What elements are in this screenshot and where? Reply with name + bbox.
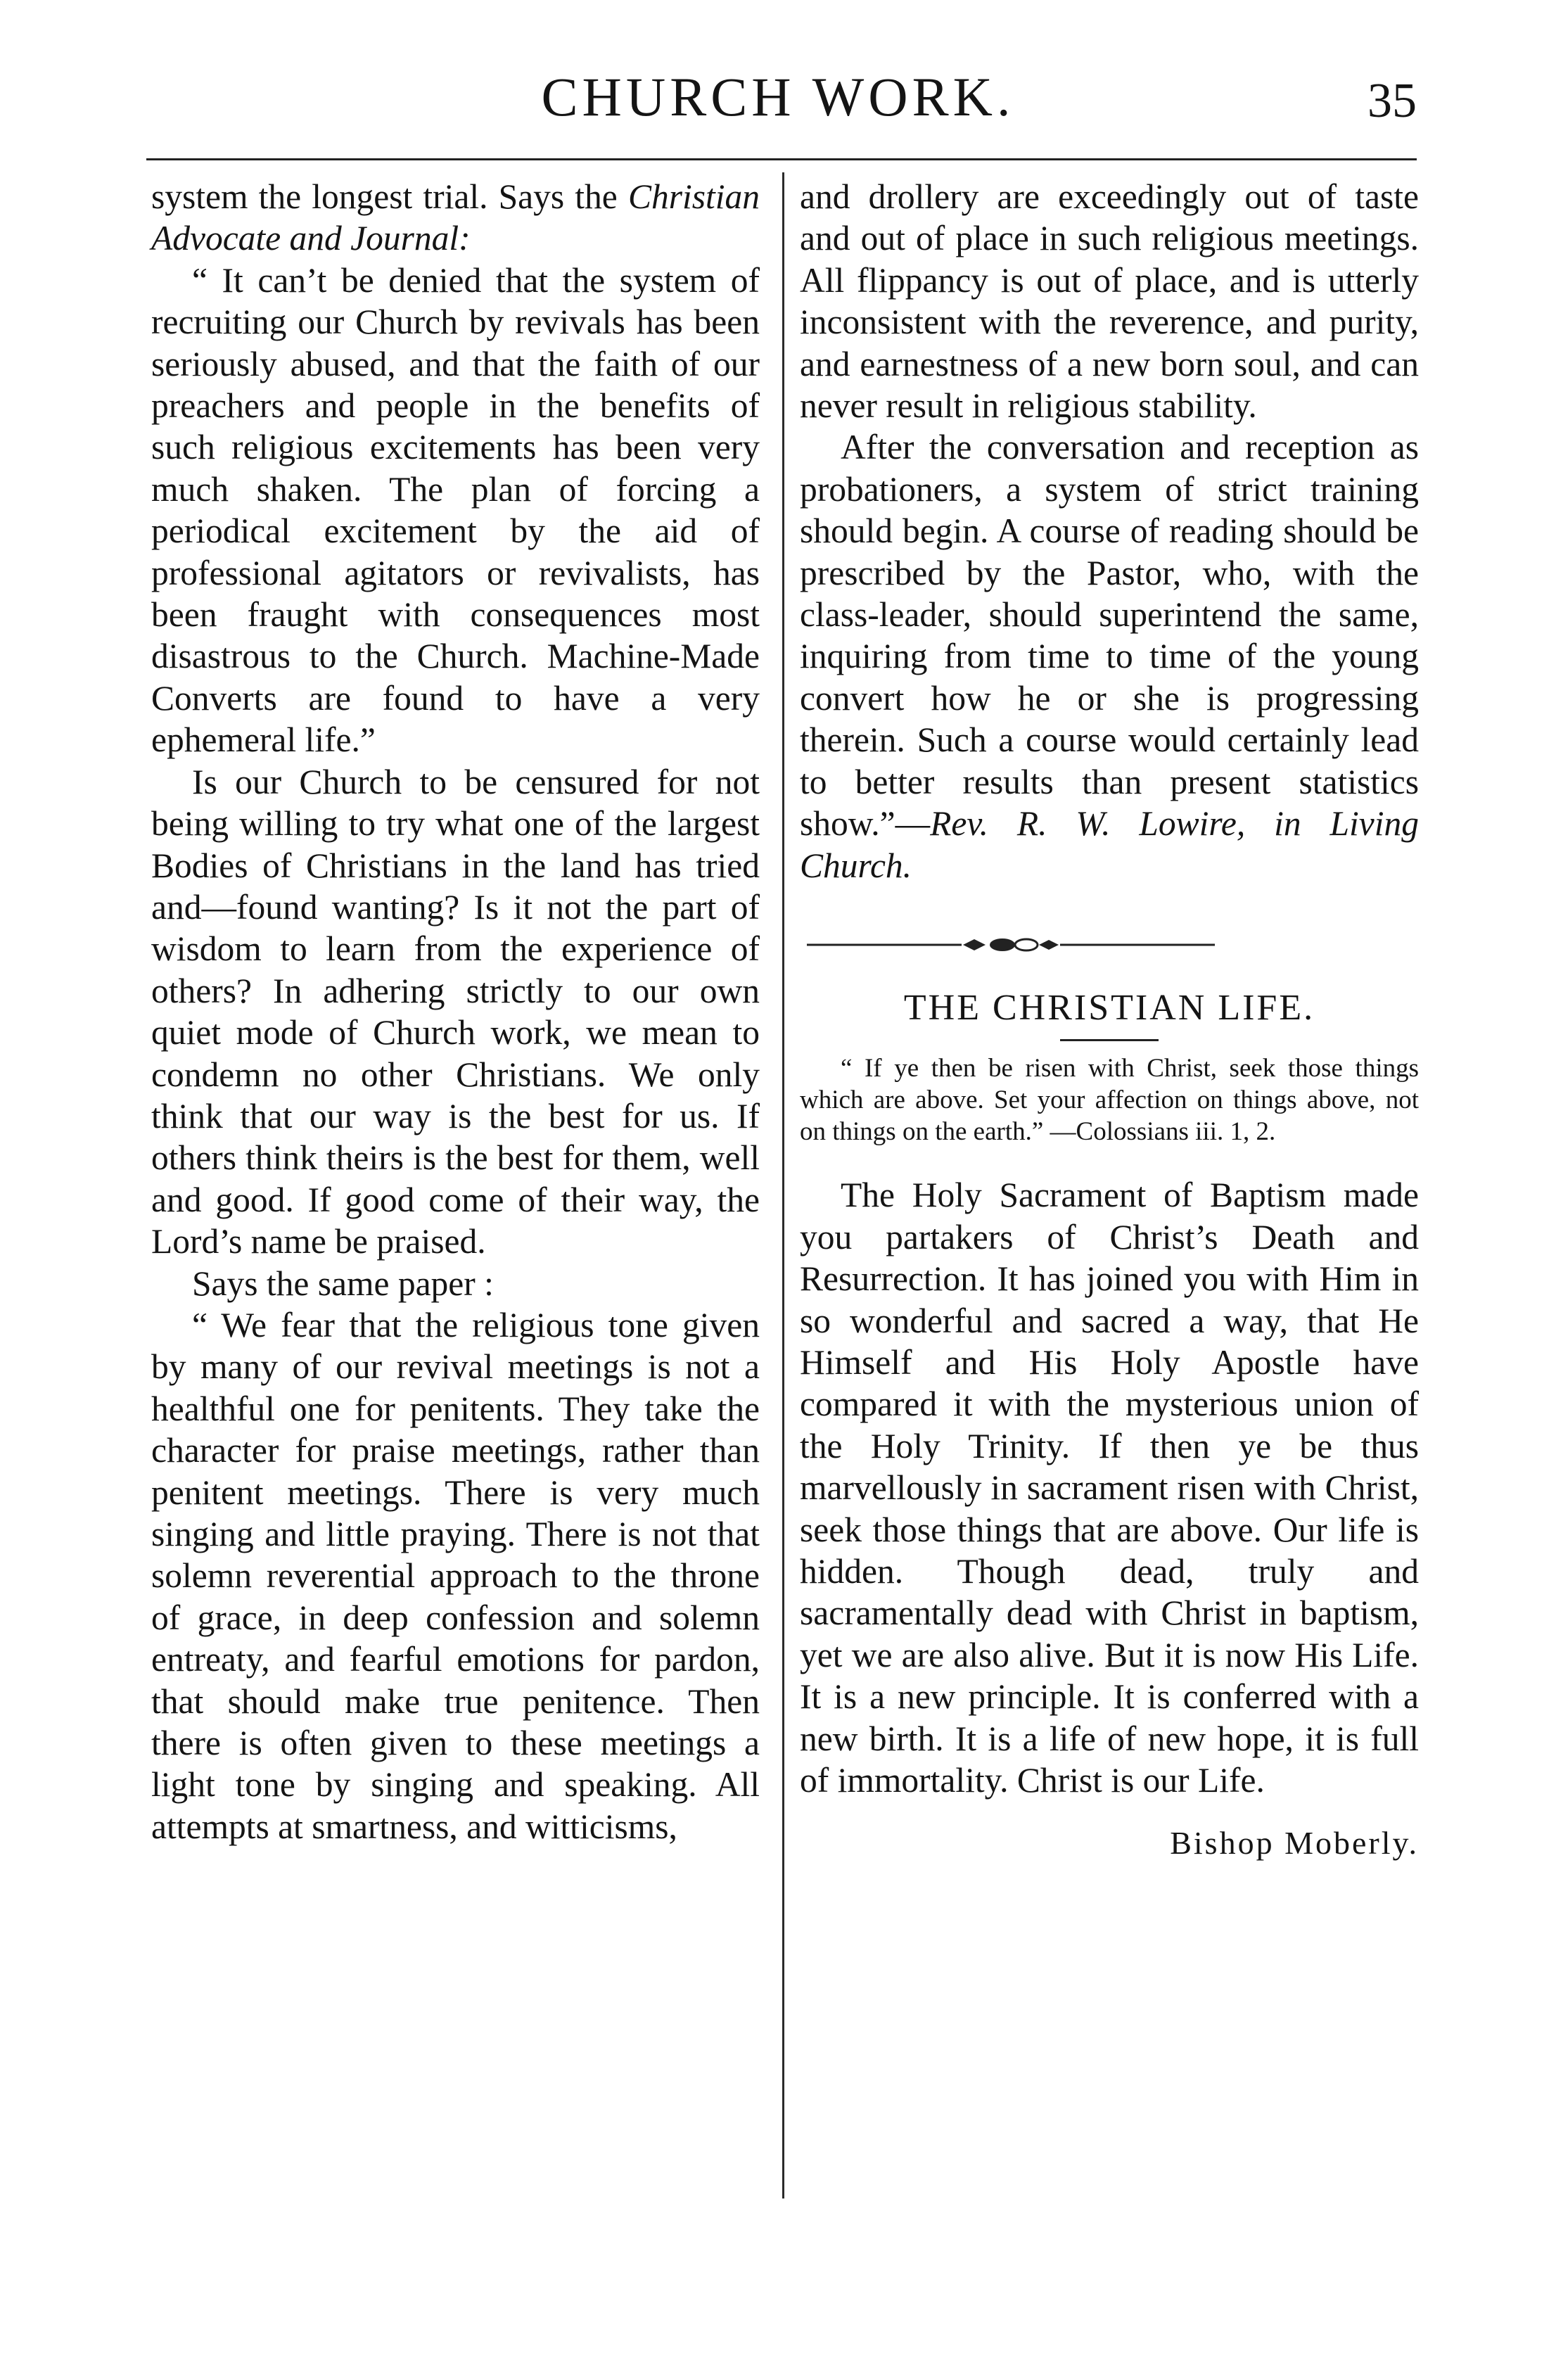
- signature-name: Bishop Moberly.: [1170, 1825, 1419, 1862]
- right-column: [800, 176, 1419, 1864]
- signature: [800, 1822, 1419, 1864]
- source-title: Christian Advocate and Journal:: [151, 177, 760, 258]
- column-divider: [782, 172, 784, 2198]
- ornament-divider-icon: [800, 933, 1222, 957]
- paragraph: Is our Church to be censured for not being willing to try what one of the largest Bodies of Christians in the land has tried and—found wanting? Is it not the part of wisdom to learn from the experience of others? In adhering strictly to our own quiet mode of Church work, we mean to condemn no other Christians. We only think that our way is the best for us. If others think theirs is the best for them, well and good. If good come of their way, the Lord’s name be praised.: [151, 762, 760, 1261]
- running-title: CHURCH WORK.: [541, 66, 1015, 127]
- header-rule: [146, 158, 1417, 160]
- quotation-paragraph: “ We fear that the religious tone given by many of our revival meetings is not a healthful one for penitents. They take the character for praise meetings, rather than penitent meetings. There is very much singing and little praying. There is not that solemn reverential approach to the throne of grace, in deep confession and solemn entreaty, and fearful emotions for pardon, that should make true penitence. Then there is often given to these meetings a light tone by singing and speaking. All attempts at smartness, and witticisms,: [151, 1305, 760, 1846]
- epigraph: “ If ye then be risen with Christ, seek those things which are above. Set your affection on things above, not on things on the earth.” —Colossians iii. 1, 2.: [800, 1054, 1419, 1147]
- section-title: THE CHRISTIAN LIFE.: [903, 988, 1315, 1029]
- paragraph-text: After the conversation and reception as probationers, a system of strict training should begin. A course of reading should be prescribed by the Pastor, who, with the class-leader, should superintend the same, inquiring from time to time of the young convert how he or she is progressing therein. Such a course would certainly lead to better results than present statistics show.”—: [800, 428, 1419, 844]
- page-header: [0, 62, 1556, 153]
- page-number: 35: [1367, 74, 1417, 128]
- quotation-paragraph: “ It can’t be denied that the system of recruiting our Church by revivals has been seriously abused, and that the faith of our preachers and people in the benefits of such religious excitements has been very much shaken. The plan of forcing a periodical excitement by the aid of professional agitators or revivalists, has been fraught with consequences most disastrous to the Church. Machine-Made Converts are found to have a very ephemeral life.”: [151, 260, 760, 760]
- attribution: Rev. R. W. Lowire, in Living Church.: [800, 804, 1419, 885]
- paragraph: [800, 426, 1419, 886]
- paragraph-continued: and drollery are exceedingly out of taste and out of place in such religious meetings. All flippancy is out of place, and is utterly inconsistent with the reverence, and purity, and earnestness of a new born soul, and can never result in religious stability.: [800, 177, 1419, 426]
- left-column: [151, 176, 760, 1847]
- paragraph-short: Says the same paper :: [192, 1264, 494, 1303]
- paragraph-text: system the longest trial. Says the: [151, 177, 618, 216]
- paragraph: The Holy Sacrament of Baptism made you partakers of Christ’s Death and Resurrection. It has joined you with Him in so wonderful and sacred a way, that He Himself and His Holy Apostle have compared it with the mysterious union of the Holy Trinity. If then ye be thus marvellously in sacrament risen with Christ, seek those things that are above. Our life is hidden. Though dead, truly and sacramentally dead with Christ in baptism, yet we are also alive. But it is now His Life. It is a new principle. It is conferred with a new birth. It is a life of new hope, it is full of immortality. Christ is our Life.: [800, 1176, 1419, 1800]
- title-rule: [1060, 1039, 1159, 1041]
- paragraph-continued: [151, 176, 760, 260]
